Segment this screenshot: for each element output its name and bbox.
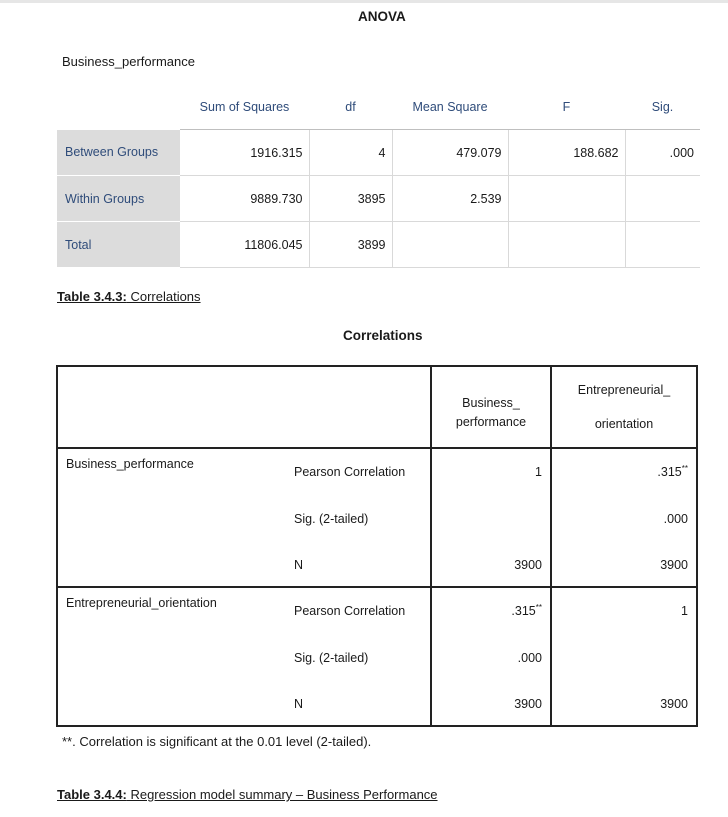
caption-text: Regression model summary – Business Performance: [126, 787, 438, 802]
anova-header-row: [57, 85, 700, 130]
corr-cell: [431, 633, 551, 683]
caption-number: Table 3.4.4:: [57, 787, 127, 802]
anova-cell: 4: [309, 130, 392, 176]
corr-value: 3900: [514, 558, 542, 572]
corr-cell: [551, 494, 697, 544]
corr-header-entrepreneurial-orientation: [551, 366, 697, 448]
anova-cell: [392, 222, 508, 268]
table-row: [57, 587, 697, 633]
anova-cell: 3899: [309, 222, 392, 268]
corr-cell: [551, 544, 697, 587]
anova-header-mean-square: Mean Square: [392, 85, 508, 130]
corr-header-line: performance: [455, 415, 527, 429]
anova-cell: [625, 176, 700, 222]
table-row: [57, 222, 700, 268]
corr-variable-label: Business_performance: [57, 448, 286, 587]
corr-cell: [431, 587, 551, 633]
table-caption-regression: [57, 787, 438, 802]
table-row: [57, 176, 700, 222]
corr-stat-label: Sig. (2-tailed): [294, 512, 369, 526]
corr-variable-label: Entrepreneurial_orientation: [57, 587, 286, 726]
corr-header-empty: [57, 366, 286, 448]
corr-cell: [551, 587, 697, 633]
corr-cell: [431, 683, 551, 726]
anova-header-f: F: [508, 85, 625, 130]
corr-header-line: Business_: [462, 396, 520, 410]
anova-cell: 9889.730: [180, 176, 309, 222]
corr-cell: [431, 544, 551, 587]
corr-stat-label: N: [294, 697, 304, 711]
top-divider: [0, 0, 728, 3]
anova-title: ANOVA: [358, 9, 406, 24]
correlations-footnote: **. Correlation is significant at the 0.01 level (2-tailed).: [62, 734, 372, 749]
corr-sig-marker: **: [681, 463, 688, 473]
corr-value: 1: [681, 603, 688, 618]
corr-stat-label: Pearson Correlation: [294, 603, 406, 618]
caption-number: Table 3.4.3:: [57, 289, 127, 304]
corr-value: .000: [663, 512, 688, 526]
corr-cell: [431, 448, 551, 494]
anova-cell: [508, 176, 625, 222]
corr-value: .000: [517, 651, 542, 665]
corr-value: 3900: [660, 558, 688, 572]
corr-value: .315: [511, 604, 536, 619]
corr-cell: [551, 448, 697, 494]
correlations-title: Correlations: [343, 328, 423, 343]
anova-cell: [625, 222, 700, 268]
anova-cell: [508, 222, 625, 268]
anova-cell: 2.539: [392, 176, 508, 222]
anova-row-label: Total: [57, 222, 180, 268]
corr-header-line: orientation: [594, 417, 654, 431]
corr-header-business-performance: [431, 366, 551, 448]
corr-stat-label: N: [286, 544, 431, 587]
anova-dependent-label: Business_performance: [62, 54, 195, 69]
table-row: [57, 130, 700, 176]
anova-header-sig: Sig.: [625, 85, 700, 130]
corr-cell: [551, 633, 697, 683]
anova-cell: 1916.315: [180, 130, 309, 176]
anova-header-df: df: [309, 85, 392, 130]
corr-header-empty: [286, 366, 431, 448]
corr-cell: [431, 494, 551, 544]
corr-value: 1: [535, 465, 542, 480]
anova-row-label: Between Groups: [57, 130, 180, 176]
correlations-header-row: [57, 366, 697, 448]
anova-cell: 479.079: [392, 130, 508, 176]
anova-row-label: Within Groups: [57, 176, 180, 222]
anova-cell: .000: [625, 130, 700, 176]
table-caption-correlations: [57, 289, 201, 304]
corr-stat-label: Pearson Correlation: [294, 464, 406, 479]
corr-header-line: Entrepreneurial_: [577, 383, 671, 397]
anova-cell: 11806.045: [180, 222, 309, 268]
corr-cell: [551, 683, 697, 726]
corr-sig-marker: **: [535, 602, 542, 612]
corr-stat-label: Sig. (2-tailed): [294, 651, 369, 665]
anova-table: [57, 85, 700, 268]
corr-value: .315: [657, 465, 682, 480]
correlations-table: [56, 365, 698, 727]
corr-value: 3900: [660, 697, 688, 711]
corr-value: 3900: [514, 697, 542, 711]
table-row: [57, 448, 697, 494]
anova-header-sum-of-squares: Sum of Squares: [180, 85, 309, 130]
caption-text: Correlations: [126, 289, 201, 304]
anova-cell: 3895: [309, 176, 392, 222]
anova-cell: 188.682: [508, 130, 625, 176]
anova-header-empty: [57, 85, 180, 130]
